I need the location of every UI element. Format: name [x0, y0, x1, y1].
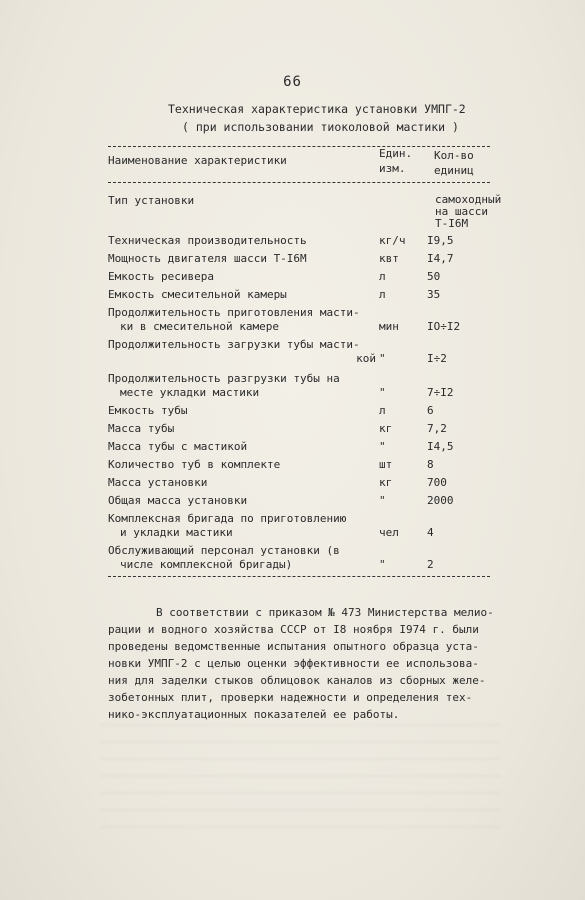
row-value: 2000 — [427, 494, 454, 507]
row-unit: шт — [379, 458, 393, 471]
table-header-row — [108, 146, 490, 180]
row-unit: " — [379, 440, 386, 453]
row-name: Емкость смесительной камеры — [108, 288, 287, 301]
row-name-line-1: Продолжительность разгрузки тубы на — [108, 372, 340, 385]
paragraph-line: новки УМПГ-2 с целью оценки эффективности ее использова- — [108, 657, 479, 670]
body-paragraph — [108, 604, 496, 723]
row-name-line-1: Продолжительность загрузки тубы масти- — [108, 338, 360, 351]
row-value: I4,5 — [427, 440, 454, 453]
row-name-line-2: кой — [356, 352, 376, 365]
row-name: Техническая производительность — [108, 234, 307, 247]
row-name — [108, 512, 376, 540]
row-value: 6 — [427, 404, 434, 417]
header-unit — [379, 146, 429, 176]
header-value-line-2: единиц — [434, 164, 474, 177]
row-name-line-1: Продолжительность приготовления масти- — [108, 306, 360, 319]
title-line-2: ( при использовании тиоколовой мастики ) — [182, 120, 459, 134]
row-name: Емкость тубы — [108, 404, 188, 417]
type-value-line-3: Т-I6М — [435, 217, 469, 230]
page-number: 66 — [283, 74, 302, 90]
row-unit: мин — [379, 320, 399, 333]
row-name-line-2: ки в смесительной камере — [120, 320, 279, 333]
row-unit: л — [379, 404, 386, 417]
row-name: Емкость ресивера — [108, 270, 214, 283]
row-name-line-2: и укладки мастики — [120, 526, 233, 539]
row-value: I4,7 — [427, 252, 454, 265]
row-value: 7÷I2 — [427, 386, 454, 399]
header-unit-line-1: Един. — [379, 147, 413, 160]
row-name: Количество туб в комплекте — [108, 458, 281, 471]
row-unit: кг — [379, 422, 393, 435]
bleed-through-shadow — [100, 724, 500, 834]
paragraph-line: рации и водного хозяйства СССР от I8 ноября I974 г. были — [108, 623, 479, 636]
row-name: Тип установки — [108, 194, 195, 207]
row-name — [108, 338, 376, 366]
title-line-1: Техническая характеристика установки УМПГ-2 — [168, 102, 466, 116]
row-name: Масса тубы — [108, 422, 175, 435]
type-value-line-2: на шасси — [435, 205, 488, 218]
header-value-line-1: Кол-во — [434, 149, 474, 162]
header-name: Наименование характеристики — [108, 154, 287, 167]
page-title — [168, 100, 498, 136]
row-unit: чел — [379, 526, 399, 539]
row-name: Масса установки — [108, 476, 208, 489]
row-value: 4 — [427, 526, 434, 539]
row-name: Мощность двигателя шасси Т-I6М — [108, 252, 307, 265]
row-name: Общая масса установки — [108, 494, 248, 507]
row-name — [108, 306, 376, 334]
row-value — [435, 194, 505, 230]
paragraph-line: ния для заделки стыков облицовок каналов из сборных желе- — [108, 674, 486, 687]
row-unit: кг/ч — [379, 234, 406, 247]
row-name — [108, 372, 376, 400]
type-value-line-1: самоходный — [435, 193, 502, 206]
row-unit: л — [379, 270, 386, 283]
header-value — [434, 148, 504, 178]
row-value: 7,2 — [427, 422, 447, 435]
row-unit: " — [379, 558, 386, 571]
row-unit: квт — [379, 252, 399, 265]
paragraph-line: нико-эксплуатационных показателей ее работы. — [108, 708, 400, 721]
row-name-line-1: Обслуживающий персонал установки (в — [108, 544, 340, 557]
row-name-line-1: Комплексная бригада по приготовлению — [108, 512, 347, 525]
row-unit: л — [379, 288, 386, 301]
row-name-line-2: месте укладки мастики — [120, 386, 260, 399]
row-value: 700 — [427, 476, 447, 489]
row-name: Масса тубы с мастикой — [108, 440, 248, 453]
row-value: 8 — [427, 458, 434, 471]
row-unit: " — [379, 386, 386, 399]
row-value: 2 — [427, 558, 434, 571]
row-value: I9,5 — [427, 234, 454, 247]
header-unit-line-2: изм. — [379, 162, 406, 175]
row-name-line-2: числе комплексной бригады) — [120, 558, 293, 571]
paragraph-line: В соответствии с приказом № 473 Министерства мелио- — [156, 606, 494, 619]
paragraph-line: проведены ведомственные испытания опытного образца уста- — [108, 640, 479, 653]
row-value: 35 — [427, 288, 441, 301]
row-unit: кг — [379, 476, 393, 489]
paragraph-line: зобетонных плит, проверки надежности и определения тех- — [108, 691, 473, 704]
table-header-rule — [108, 182, 490, 183]
row-unit: " — [379, 494, 386, 507]
row-value: 50 — [427, 270, 441, 283]
row-value: I÷2 — [427, 352, 447, 365]
row-name — [108, 544, 376, 572]
table-bottom-rule — [108, 576, 490, 577]
row-unit: " — [379, 352, 386, 365]
row-value: IO÷I2 — [427, 320, 461, 333]
